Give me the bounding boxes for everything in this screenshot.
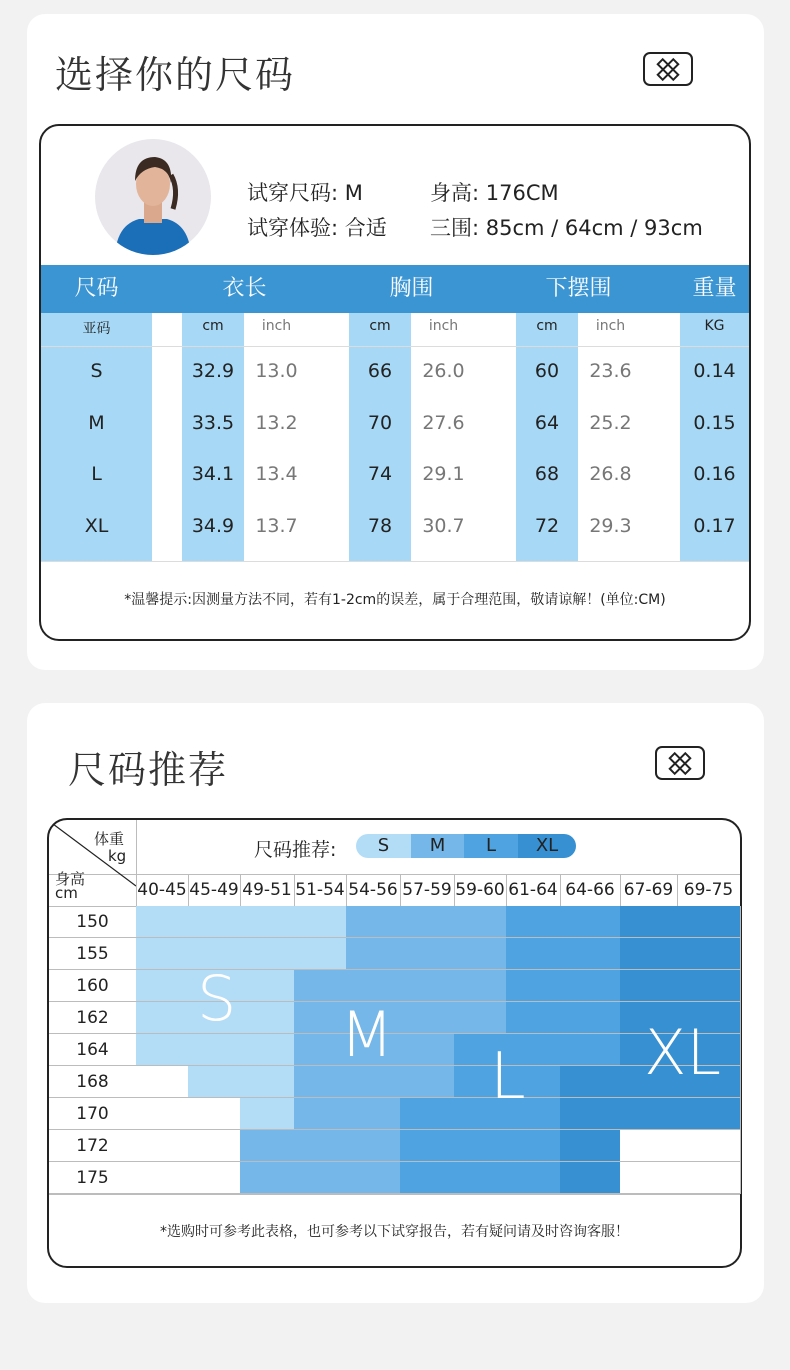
subheader-0: 亚码 [82, 321, 111, 337]
legend-m: M [411, 834, 464, 858]
header-hem: 下摆围 [545, 276, 612, 301]
size-cell-3-0: XL [84, 515, 109, 537]
grid-cell-s [136, 970, 189, 1002]
size-cell-0-1: 32.9 [191, 360, 235, 382]
height-divider [49, 1065, 136, 1066]
subheader-1: cm [202, 318, 224, 334]
height-164: 164 [76, 1040, 109, 1060]
header-weight: 重量 [692, 276, 737, 301]
grid-cell-xl [560, 1162, 621, 1194]
grid-cell-empty [620, 1162, 678, 1194]
legend-label: 尺码推荐: [254, 839, 337, 861]
grid-cell-l [560, 1002, 621, 1034]
grid-cell-l [506, 970, 561, 1002]
weight-range-10: 69-75 [683, 880, 734, 900]
size-cell-3-4: 30.7 [422, 515, 465, 537]
height-155: 155 [76, 944, 109, 964]
grid-cell-l [506, 938, 561, 970]
size-cell-0-0: S [90, 360, 103, 382]
weight-divider [294, 874, 295, 906]
grid-cell-l [560, 906, 621, 938]
grid-cell-s [240, 1098, 295, 1130]
grid-cell-s [188, 1066, 241, 1098]
grid-cell-empty [136, 1066, 189, 1098]
height-divider [49, 1161, 136, 1162]
weight-divider [188, 874, 189, 906]
grid-cell-s [136, 938, 189, 970]
weight-range-6: 59-60 [455, 880, 505, 900]
grid-cell-s [136, 1034, 189, 1066]
size-cell-1-1: 33.5 [191, 412, 235, 434]
legend-l: L [464, 834, 518, 858]
zone-label-xl: XL [644, 1016, 722, 1089]
grid-cell-m [454, 906, 507, 938]
grid-cell-xl [560, 1098, 621, 1130]
grid-cell-empty [136, 1162, 189, 1194]
grid-cell-m [346, 1130, 401, 1162]
grid-cell-s [240, 1002, 295, 1034]
grid-bottom-divider [49, 1194, 740, 1195]
size-cell-0-3: 66 [367, 360, 393, 382]
grid-cell-empty [620, 1130, 678, 1162]
grid-cell-m [294, 1098, 347, 1130]
size-cell-1-5: 64 [534, 412, 560, 434]
grid-cell-xl [620, 906, 678, 938]
grid-cell-empty [188, 1130, 241, 1162]
size-cell-2-7: 0.16 [693, 463, 736, 485]
grid-cell-s [294, 906, 347, 938]
size-cell-3-3: 78 [367, 515, 393, 537]
subheader-5: cm [536, 318, 558, 334]
grid-cell-m [294, 1130, 347, 1162]
grid-cell-xl [620, 970, 678, 1002]
grid-cell-l [400, 1130, 455, 1162]
size-cell-3-2: 13.7 [255, 515, 298, 537]
weight-divider [560, 874, 561, 906]
size-cell-3-5: 72 [534, 515, 560, 537]
subheader-7: KG [704, 318, 725, 334]
model-avatar [95, 139, 211, 255]
weight-range-3: 51-54 [295, 880, 345, 900]
grid-cell-empty [188, 1098, 241, 1130]
weight-divider [620, 874, 621, 906]
height-divider [49, 1033, 136, 1034]
corner-weight-unit: kg [108, 847, 127, 865]
grid-cell-xl [560, 1066, 621, 1098]
weight-range-5: 57-59 [402, 880, 452, 900]
size-cell-0-2: 13.0 [255, 360, 298, 382]
size-cell-3-1: 34.9 [191, 515, 235, 537]
section-title-size-recommendation: 尺码推荐 [68, 748, 229, 792]
tryon-height: 身高: 176CM [430, 181, 559, 205]
grid-cell-xl [677, 938, 741, 970]
weight-range-7: 61-64 [508, 880, 558, 900]
height-divider [49, 937, 136, 938]
size-cell-2-5: 68 [534, 463, 560, 485]
grid-cell-s [240, 1066, 295, 1098]
grid-cell-empty [136, 1130, 189, 1162]
tryon-experience: 试穿体验: 合适 [247, 216, 387, 240]
ruler-pencil-icon [643, 52, 693, 86]
size-cell-0-7: 0.14 [693, 360, 736, 382]
height-160: 160 [76, 976, 109, 996]
weight-range-8: 64-66 [565, 880, 615, 900]
grid-cell-empty [677, 1162, 741, 1194]
height-162: 162 [76, 1008, 109, 1028]
grid-cell-m [240, 1162, 295, 1194]
purchase-note: *选购时可参考此表格，也可参考以下试穿报告，若有疑问请及时咨询客服！ [160, 1224, 629, 1240]
size-cell-1-2: 13.2 [255, 412, 298, 434]
grid-cell-s [240, 970, 295, 1002]
height-175: 175 [76, 1168, 109, 1188]
size-cell-0-4: 26.0 [422, 360, 465, 382]
grid-cell-s [188, 1034, 241, 1066]
height-divider [49, 969, 136, 970]
size-cell-2-4: 29.1 [422, 463, 465, 485]
grid-cell-m [400, 1066, 455, 1098]
zone-label-m: M [340, 998, 394, 1071]
subheader-3: cm [369, 318, 391, 334]
size-cell-3-6: 29.3 [589, 515, 632, 537]
grid-cell-xl [677, 906, 741, 938]
size-cell-1-6: 25.2 [589, 412, 632, 434]
section-title-choose-size: 选择你的尺码 [55, 53, 296, 97]
subheader-4: inch [428, 318, 459, 334]
subheader-2: inch [261, 318, 292, 334]
grid-cell-xl [620, 938, 678, 970]
weight-divider [677, 874, 678, 906]
grid-cell-m [454, 970, 507, 1002]
corner-weight-label: 体重 [94, 830, 125, 848]
grid-cell-s [136, 1002, 189, 1034]
weight-range-0: 40-45 [137, 880, 187, 900]
grid-cell-xl [560, 1130, 621, 1162]
grid-cell-xl [620, 1098, 678, 1130]
grid-cell-m [346, 1162, 401, 1194]
grid-cell-xl [677, 970, 741, 1002]
size-cell-2-1: 34.1 [191, 463, 235, 485]
weight-divider [400, 874, 401, 906]
size-cell-2-0: L [91, 463, 102, 485]
legend-s: S [356, 834, 411, 858]
zone-label-l: L [490, 1040, 526, 1114]
measurement-note: *温馨提示:因测量方法不同，若有1-2cm的误差，属于合理范围，敬请谅解！(单位:CM) [124, 592, 666, 608]
size-cell-0-5: 60 [534, 360, 560, 382]
size-cell-3-7: 0.17 [693, 515, 736, 537]
grid-cell-l [400, 1098, 455, 1130]
subheader-divider [41, 346, 749, 347]
corner-height-label: 身高 [55, 870, 86, 888]
grid-cell-m [400, 906, 455, 938]
grid-cell-s [240, 906, 295, 938]
height-150: 150 [76, 912, 109, 932]
weight-divider [346, 874, 347, 906]
grid-cell-l [506, 1162, 561, 1194]
height-divider [49, 1129, 136, 1130]
size-cell-2-6: 26.8 [589, 463, 632, 485]
size-cell-2-2: 13.4 [255, 463, 298, 485]
grid-cell-m [346, 906, 401, 938]
grid-cell-empty [677, 1130, 741, 1162]
grid-cell-l [560, 1034, 621, 1066]
ruler-pencil-icon [655, 746, 705, 780]
size-cell-1-3: 70 [367, 412, 393, 434]
grid-cell-m [294, 1162, 347, 1194]
grid-cell-l [454, 1130, 507, 1162]
weight-range-9: 67-69 [623, 880, 674, 900]
grid-cell-l [506, 1002, 561, 1034]
grid-cell-m [346, 1098, 401, 1130]
header-chest: 胸围 [389, 276, 434, 301]
grid-cell-m [346, 938, 401, 970]
grid-cell-m [400, 1002, 455, 1034]
height-168: 168 [76, 1072, 109, 1092]
subheader-6: inch [595, 318, 626, 334]
legend-xl: XL [518, 834, 576, 858]
height-divider [49, 1097, 136, 1098]
height-172: 172 [76, 1136, 109, 1156]
size-cell-1-0: M [88, 412, 105, 434]
corner-height-unit: cm [55, 884, 78, 902]
grid-cell-m [400, 1034, 455, 1066]
grid-cell-s [240, 1034, 295, 1066]
weight-divider [454, 874, 455, 906]
grid-cell-s [188, 906, 241, 938]
weight-divider [506, 874, 507, 906]
grid-cell-m [400, 970, 455, 1002]
grid-cell-l [506, 1130, 561, 1162]
grid-cell-m [400, 938, 455, 970]
weight-range-2: 49-51 [242, 880, 292, 900]
grid-cell-l [506, 906, 561, 938]
grid-cell-m [240, 1130, 295, 1162]
grid-cell-m [454, 938, 507, 970]
grid-cell-m [454, 1002, 507, 1034]
zone-label-s: S [197, 962, 237, 1035]
grid-cell-s [294, 938, 347, 970]
grid-cell-l [400, 1162, 455, 1194]
grid-cell-l [454, 1162, 507, 1194]
size-cell-1-4: 27.6 [422, 412, 465, 434]
grid-cell-l [560, 970, 621, 1002]
tryon-measurements: 三围: 85cm / 64cm / 93cm [430, 216, 703, 240]
size-cell-2-3: 74 [367, 463, 393, 485]
weight-range-4: 54-56 [348, 880, 398, 900]
header-divider-top [49, 874, 740, 875]
header-length: 衣长 [222, 276, 267, 301]
size-cell-0-6: 23.6 [589, 360, 632, 382]
height-divider [49, 1001, 136, 1002]
grid-cell-s [240, 938, 295, 970]
grid-cell-empty [188, 1162, 241, 1194]
height-170: 170 [76, 1104, 109, 1124]
grid-cell-empty [136, 1098, 189, 1130]
grid-cell-xl [677, 1098, 741, 1130]
grid-cell-s [136, 906, 189, 938]
size-cell-1-7: 0.15 [693, 412, 736, 434]
header-size: 尺码 [74, 276, 119, 301]
grid-cell-l [560, 938, 621, 970]
tryon-size: 试穿尺码: M [247, 181, 363, 205]
table-bottom-divider [41, 561, 749, 562]
weight-range-1: 45-49 [189, 880, 239, 900]
weight-divider [240, 874, 241, 906]
